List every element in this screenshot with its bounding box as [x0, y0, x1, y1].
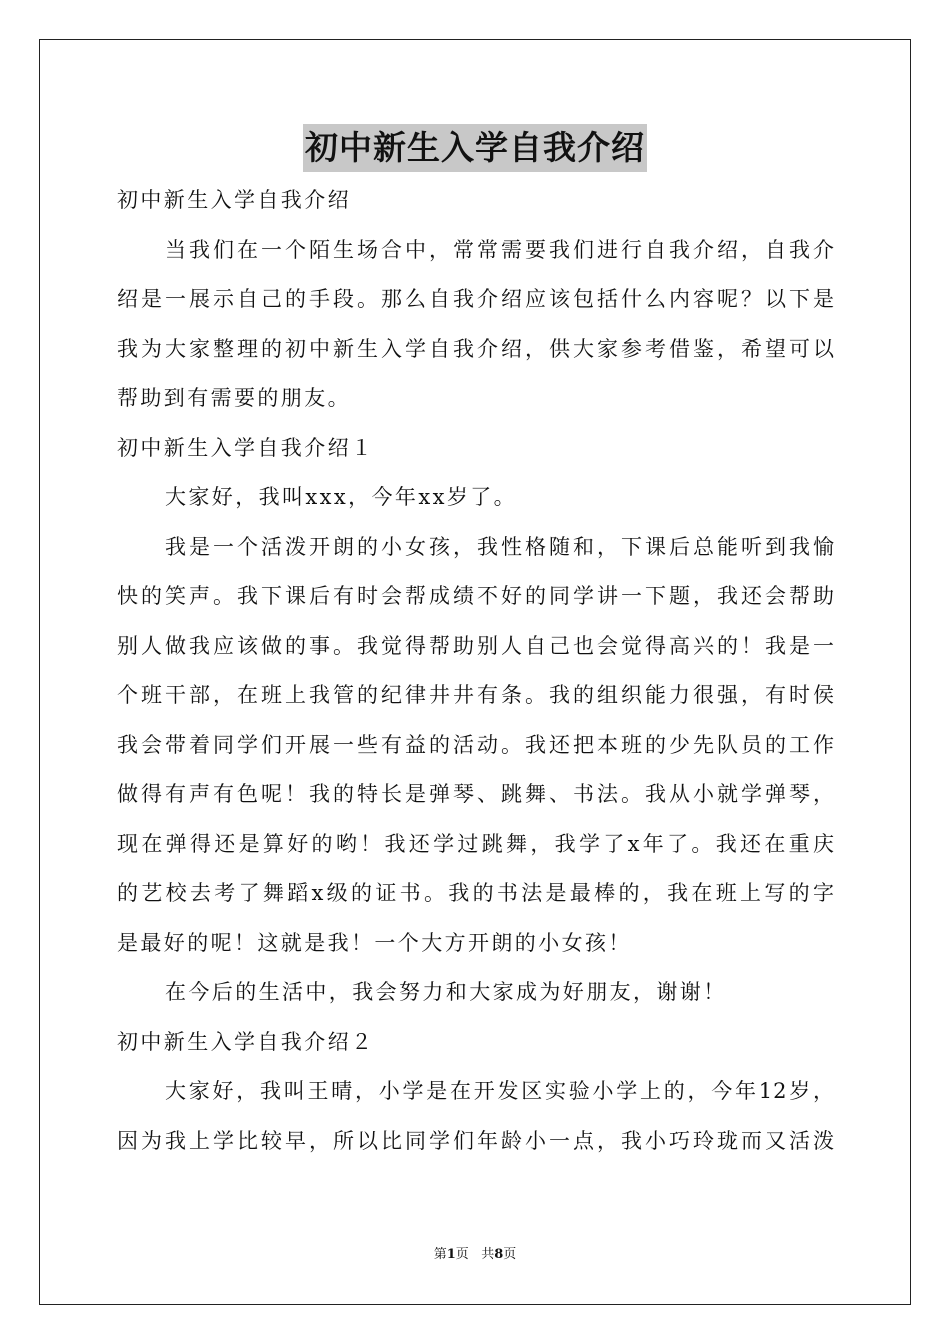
- title-container: [0, 124, 950, 172]
- paragraph-line: 是最好的呢！这就是我！一个大方开朗的小女孩！: [117, 930, 632, 955]
- paragraph-line: 我会带着同学们开展一些有益的活动。我还把本班的少先队员的工作: [117, 732, 835, 757]
- paragraph-line: 个班干部，在班上我管的纪律井井有条。我的组织能力很强，有时侯: [117, 683, 835, 707]
- paragraph-line: 的艺校去考了舞蹈x级的证书。我的书法是最棒的，我在班上写的字: [117, 881, 835, 905]
- page-prefix: 第: [433, 1247, 447, 1262]
- document-title: 初中新生入学自我介绍: [303, 124, 647, 172]
- paragraph-line: 绍是一展示自己的手段。那么自我介绍应该包括什么内容呢？以下是: [117, 287, 835, 311]
- paragraph-line: 当我们在一个陌生场合中，常常需要我们进行自我介绍，自我介: [165, 237, 835, 262]
- paragraph-line: 我为大家整理的初中新生入学自我介绍，供大家参考借鉴，希望可以: [117, 336, 835, 361]
- paragraph-line: 因为我上学比较早，所以比同学们年龄小一点，我小巧玲珑而又活泼: [117, 1128, 835, 1153]
- total-pages: 8: [494, 1247, 504, 1262]
- paragraph-line: 在今后的生活中，我会努力和大家成为好朋友，谢谢！: [165, 980, 727, 1004]
- total-suffix: 页: [503, 1247, 517, 1262]
- paragraph-line: 快的笑声。我下课后有时会帮成绩不好的同学讲一下题，我还会帮助: [117, 584, 835, 608]
- paragraph-line: 别人做我应该做的事。我觉得帮助别人自己也会觉得高兴的！我是一: [117, 633, 835, 658]
- paragraph-line: 现在弹得还是算好的哟！我还学过跳舞，我学了x年了。我还在重庆: [117, 831, 835, 856]
- section-heading: 初中新生入学自我介绍１: [117, 435, 375, 460]
- document-body: [117, 176, 835, 1166]
- paragraph-line: 大家好，我叫xxx，今年xx岁了。: [165, 485, 518, 509]
- page-number: 1: [446, 1247, 456, 1262]
- paragraph-line: 大家好，我叫王晴，小学是在开发区实验小学上的，今年12岁，: [165, 1079, 835, 1103]
- section-heading: 初中新生入学自我介绍: [117, 188, 351, 212]
- page-suffix: 页: [455, 1247, 469, 1262]
- paragraph-line: 做得有声有色呢！我的特长是弹琴、跳舞、书法。我从小就学弹琴，: [117, 782, 835, 806]
- paragraph-line: 帮助到有需要的朋友。: [117, 386, 351, 410]
- page-footer: [0, 1246, 950, 1264]
- section-heading: 初中新生入学自我介绍２: [117, 1029, 375, 1054]
- total-prefix: 共: [481, 1247, 495, 1262]
- paragraph-line: 我是一个活泼开朗的小女孩，我性格随和，下课后总能听到我愉: [165, 534, 835, 559]
